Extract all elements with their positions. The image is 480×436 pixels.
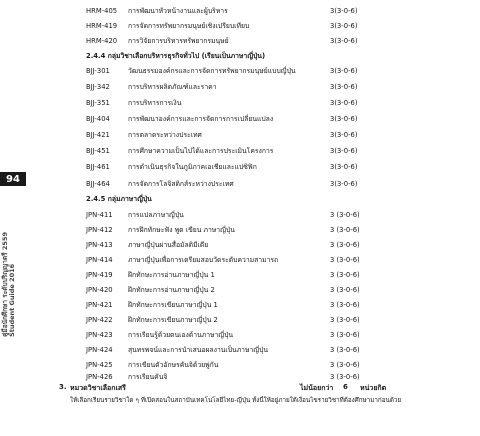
course-code: JPN-423: [86, 331, 113, 339]
course-name: สุนทรพจน์และการนำเสนอผลงานเป็นภาษาญี่ปุ่น: [128, 346, 269, 354]
course-credit: 3(3-0-6): [330, 163, 358, 171]
course-name: วัฒนธรรมองค์กรและการจัดการทรัพยากรมนุษย์แบบญี่ปุ่น: [128, 67, 296, 75]
course-credit: 3 (3-0-6): [330, 373, 360, 381]
course-name: การแปลภาษาญี่ปุ่น: [128, 211, 184, 219]
course-code: HRM-405: [86, 7, 118, 15]
section-description: ให้เลือกเรียนรายวิชาใด ๆ ที่เปิดสอนในสถาบันเทคโนโลยีไทย-ญี่ปุ่น ทั้งนี้ให้อยู่ภายใต้เงื่อนไขรายวิชาที่ต้องศึกษามาก่อนด้วย: [70, 397, 402, 404]
course-code: BJJ-421: [86, 131, 110, 139]
course-name: การจัดการโลจิสติกส์ระหว่างประเทศ: [128, 180, 234, 188]
course-credit: 3 (3-0-6): [330, 241, 360, 249]
course-credit: 3(3-0-6): [330, 147, 358, 155]
course-code: JPN-414: [86, 256, 113, 264]
course-code: BJJ-461: [86, 163, 110, 171]
course-name: การตลาดระหว่างประเทศ: [128, 131, 202, 139]
course-name: ภาษาญี่ปุ่นเพื่อการเตรียมสอบวัดระดับความสามารถ: [128, 256, 279, 264]
course-code: JPN-411: [86, 211, 113, 219]
course-code: BJJ-464: [86, 180, 110, 188]
course-name: การพัฒนาองค์การและการจัดการการเปลี่ยนแปลง: [128, 115, 274, 123]
course-name: การดำเนินธุรกิจในภูมิภาคเอเชียและแปซิฟิก: [128, 163, 257, 171]
course-name: การพัฒนาหัวหน้างานและผู้บริหาร: [128, 7, 228, 15]
course-credit: 3(3-0-6): [330, 22, 358, 30]
course-code: JPN-421: [86, 301, 113, 309]
course-name: การวิจัยการบริหารทรัพยากรมนุษย์: [128, 37, 229, 45]
course-code: JPN-422: [86, 316, 113, 324]
course-code: BJJ-301: [86, 67, 110, 75]
course-name: ฝึกทักษะการเขียนภาษาญี่ปุ่น 2: [128, 316, 218, 324]
course-code: HRM-420: [86, 37, 118, 45]
course-code: JPN-419: [86, 271, 113, 279]
course-code: HRM-419: [86, 22, 118, 30]
section-min-label: ไม่น้อยกว่า: [300, 384, 334, 392]
course-credit: 3(3-0-6): [330, 7, 358, 15]
course-name: ฝึกทักษะการเขียนภาษาญี่ปุ่น 1: [128, 301, 218, 309]
course-credit: 3 (3-0-6): [330, 346, 360, 354]
course-code: BJJ-404: [86, 115, 110, 123]
section-title-free-electives: หมวดวิชาเลือกเสรี: [70, 384, 126, 392]
course-name: ฝึกทักษะการอ่านภาษาญี่ปุ่น 2: [128, 286, 215, 294]
subsection-heading-japanese: 2.4.5 กลุ่มภาษาญี่ปุ่น: [86, 195, 152, 203]
course-credit: 3(3-0-6): [330, 83, 358, 91]
course-name: ภาษาญี่ปุ่นผ่านสื่อมัลติมีเดีย: [128, 241, 209, 249]
course-credit: 3 (3-0-6): [330, 211, 360, 219]
course-name: การเรียนรู้ด้วยตนเองด้านภาษาญี่ปุ่น: [128, 331, 234, 339]
course-code: BJJ-351: [86, 99, 110, 107]
subsection-heading-general-business: 2.4.4 กลุ่มวิชาเลือกบริหารธุรกิจทั่วไป (เรียนเป็นภาษาญี่ปุ่น): [86, 52, 266, 60]
course-credit: 3 (3-0-6): [330, 331, 360, 339]
course-name: การจัดการทรัพยากรมนุษย์เชิงเปรียบเทียบ: [128, 22, 250, 30]
course-code: JPN-412: [86, 226, 113, 234]
course-code: JPN-420: [86, 286, 113, 294]
course-name: การฝึกทักษะฟัง พูด เขียน ภาษาญี่ปุ่น: [128, 226, 235, 234]
course-credit: 3(3-0-6): [330, 99, 358, 107]
course-code: JPN-425: [86, 361, 113, 369]
course-credit: 3(3-0-6): [330, 115, 358, 123]
page-number: 94: [6, 173, 20, 185]
section-credit-unit: หน่วยกิต: [360, 384, 387, 392]
section-min-credits: 6: [343, 383, 348, 391]
course-code: BJJ-451: [86, 147, 110, 155]
guide-vertical-label: [2, 232, 24, 337]
course-credit: 3(3-0-6): [330, 131, 358, 139]
course-credit: 3 (3-0-6): [330, 271, 360, 279]
course-name: การศึกษาความเป็นไปได้และการประเมินโครงการ: [128, 147, 274, 155]
course-credit: 3 (3-0-6): [330, 361, 360, 369]
course-credit: 3 (3-0-6): [330, 301, 360, 309]
guide-title-thai: คู่มือนักศึกษา ระดับปริญญาตรี 2559: [1, 232, 9, 337]
course-credit: 3 (3-0-6): [330, 316, 360, 324]
page-number-tab: [0, 172, 26, 186]
course-credit: 3 (3-0-6): [330, 226, 360, 234]
guide-title-english: Student Guide 2016: [8, 263, 16, 337]
course-code: JPN-424: [86, 346, 113, 354]
course-credit: 3 (3-0-6): [330, 286, 360, 294]
course-name: การบริหารการเงิน: [128, 99, 182, 107]
course-name: การเขียนตัวอักษรคันจิด้วยพู่กัน: [128, 361, 219, 369]
course-name: ฝึกทักษะการอ่านภาษาญี่ปุ่น 1: [128, 271, 215, 279]
course-credit: 3(3-0-6): [330, 37, 358, 45]
section-number: 3.: [59, 383, 67, 391]
course-code: JPN-426: [86, 373, 113, 381]
course-code: JPN-413: [86, 241, 113, 249]
course-credit: 3(3-0-6): [330, 180, 358, 188]
course-code: BJJ-342: [86, 83, 110, 91]
course-name: การเรียนคันจิ: [128, 373, 168, 381]
course-credit: 3 (3-0-6): [330, 256, 360, 264]
course-credit: 3(3-0-6): [330, 67, 358, 75]
course-name: การบริหารผลิตภัณฑ์และราคา: [128, 83, 217, 91]
